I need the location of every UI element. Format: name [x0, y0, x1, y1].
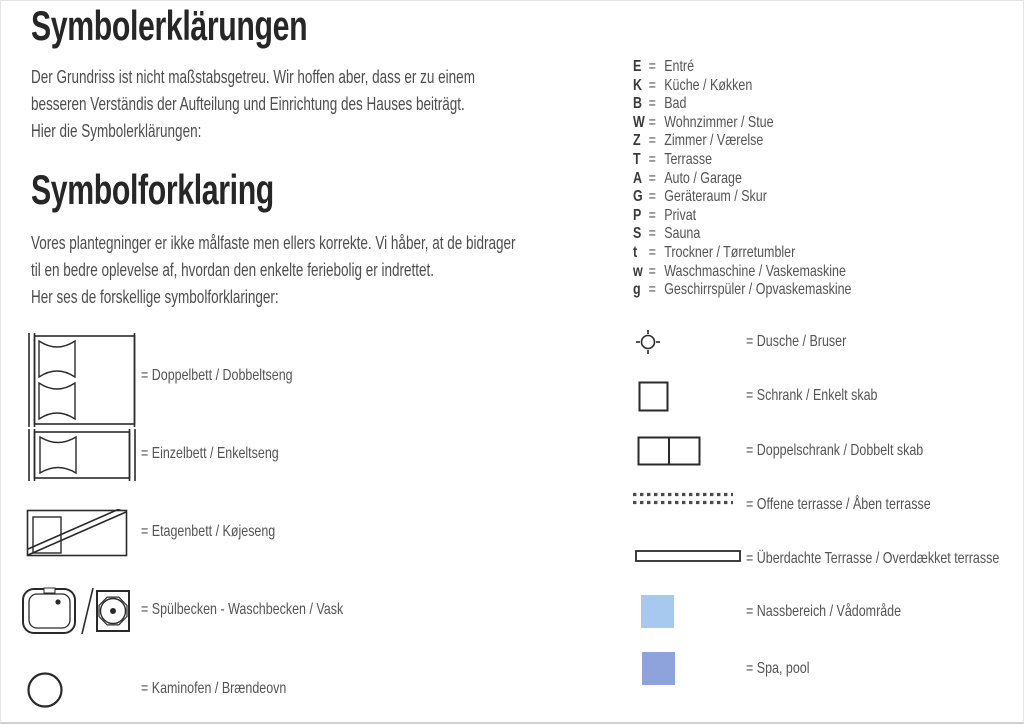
legend-letter: W: [633, 113, 645, 131]
intro-paragraph-danish: [31, 230, 516, 311]
legend-label: Auto / Garage: [664, 169, 742, 187]
intro-da-line: Her ses de forskellige symbolforklaringer:: [31, 287, 279, 307]
covered-terrace-icon: [635, 550, 741, 562]
legend-label: Privat: [664, 206, 697, 224]
letter-legend-row: [633, 207, 851, 226]
room-letter-legend: [633, 58, 851, 300]
wood-stove-icon: [26, 671, 64, 709]
equals-sign: =: [648, 113, 656, 131]
intro-de-line: Hier die Symbolerklärungen:: [31, 121, 202, 141]
equals-sign: =: [648, 58, 656, 75]
legend-letter: B: [633, 95, 643, 113]
legend-letter: T: [633, 150, 641, 168]
intro-de-line: Der Grundriss ist nicht maßstabsgetreu. Wir hoffen aber, dass er zu einem: [31, 67, 475, 87]
bunk-bed-icon: [26, 509, 128, 557]
equals-sign: =: [648, 150, 656, 168]
wet-area-icon: [641, 595, 674, 628]
legend-label: Terrasse: [664, 150, 713, 168]
symbol-label: = Kaminofen / Brændeovn: [141, 680, 287, 697]
legend-label: Waschmaschine / Vaskemaskine: [664, 262, 846, 280]
letter-legend-row: [633, 170, 851, 189]
symbol-label: = Offene terrasse / Åben terrasse: [746, 496, 931, 513]
symbol-label: = Überdachte Terrasse / Overdækket terrasse: [746, 550, 1000, 567]
equals-sign: =: [648, 95, 656, 113]
single-cabinet-icon: [638, 381, 669, 412]
legend-letter: Z: [633, 132, 641, 150]
open-terrace-icon: [632, 491, 734, 507]
double-bed-icon: [26, 333, 138, 427]
symbol-label: = Spa, pool: [746, 660, 810, 677]
equals-sign: =: [648, 206, 656, 224]
legend-label: Entré: [664, 58, 695, 75]
legend-label: Geräteraum / Skur: [664, 188, 767, 206]
equals-sign: =: [648, 169, 656, 187]
page-title-danish: Symbolforklaring: [31, 166, 274, 213]
letter-legend-row: [633, 263, 851, 282]
legend-letter: A: [633, 169, 643, 187]
equals-sign: =: [648, 225, 656, 243]
legend-label: Sauna: [664, 225, 701, 243]
letter-legend-row: [633, 114, 851, 133]
legend-label: Wohnzimmer / Stue: [664, 113, 774, 131]
intro-paragraph-german: [31, 64, 475, 145]
symbol-label: = Doppelschrank / Dobbelt skab: [746, 442, 924, 459]
equals-sign: =: [648, 76, 656, 94]
symbol-label: = Etagenbett / Køjeseng: [141, 523, 276, 540]
legend-letter: t: [633, 243, 638, 261]
symbol-label: = Einzelbett / Enkeltseng: [141, 445, 279, 462]
equals-sign: =: [648, 188, 656, 206]
equals-sign: =: [648, 132, 656, 150]
letter-legend-row: [633, 77, 851, 96]
legend-letter: g: [633, 281, 641, 299]
page-title-german: Symbolerklärungen: [31, 2, 308, 49]
legend-letter: K: [633, 76, 643, 94]
letter-legend-row: [633, 244, 851, 263]
equals-sign: =: [648, 262, 656, 280]
letter-legend-row: [633, 58, 851, 77]
letter-legend-row: [633, 95, 851, 114]
shower-drain-icon: [635, 329, 661, 355]
letter-legend-row: [633, 281, 851, 300]
equals-sign: =: [648, 243, 656, 261]
legend-letter: G: [633, 188, 643, 206]
letter-legend-row: [633, 151, 851, 170]
legend-letter: S: [633, 225, 642, 243]
legend-label: Bad: [664, 95, 687, 113]
symbol-label: = Spülbecken - Waschbecken / Vask: [141, 601, 344, 618]
symbol-label: = Dusche / Bruser: [746, 333, 847, 350]
intro-da-line: til en bedre oplevelse af, hvordan den enkelte feriebolig er indrettet.: [31, 260, 435, 280]
sink-washbasin-icon: [21, 585, 131, 637]
intro-da-line: Vores plantegninger er ikke målfaste men ellers korrekte. Vi håber, at de bidrager: [31, 233, 516, 253]
legend-letter: E: [633, 58, 642, 75]
legend-label: Zimmer / Værelse: [664, 132, 764, 150]
equals-sign: =: [648, 281, 656, 299]
intro-de-line: besseren Verständis der Aufteilung und Einrichtung des Hauses beiträgt.: [31, 94, 465, 114]
symbol-label: = Schrank / Enkelt skab: [746, 387, 878, 404]
legend-letter: P: [633, 206, 642, 224]
letter-legend-row: [633, 225, 851, 244]
legend-label: Geschirrspüler / Opvaskemaskine: [664, 281, 852, 299]
letter-legend-row: [633, 132, 851, 151]
letter-legend-row: [633, 188, 851, 207]
single-bed-icon: [26, 429, 138, 481]
legend-label: Trockner / Tørretumbler: [664, 243, 796, 261]
legend-letter: w: [633, 262, 643, 280]
symbol-label: = Doppelbett / Dobbeltseng: [141, 367, 293, 384]
spa-pool-icon: [642, 652, 675, 685]
double-cabinet-icon: [637, 436, 701, 466]
symbol-label: = Nassbereich / Vådområde: [746, 603, 902, 620]
legend-label: Küche / Køkken: [664, 76, 753, 94]
